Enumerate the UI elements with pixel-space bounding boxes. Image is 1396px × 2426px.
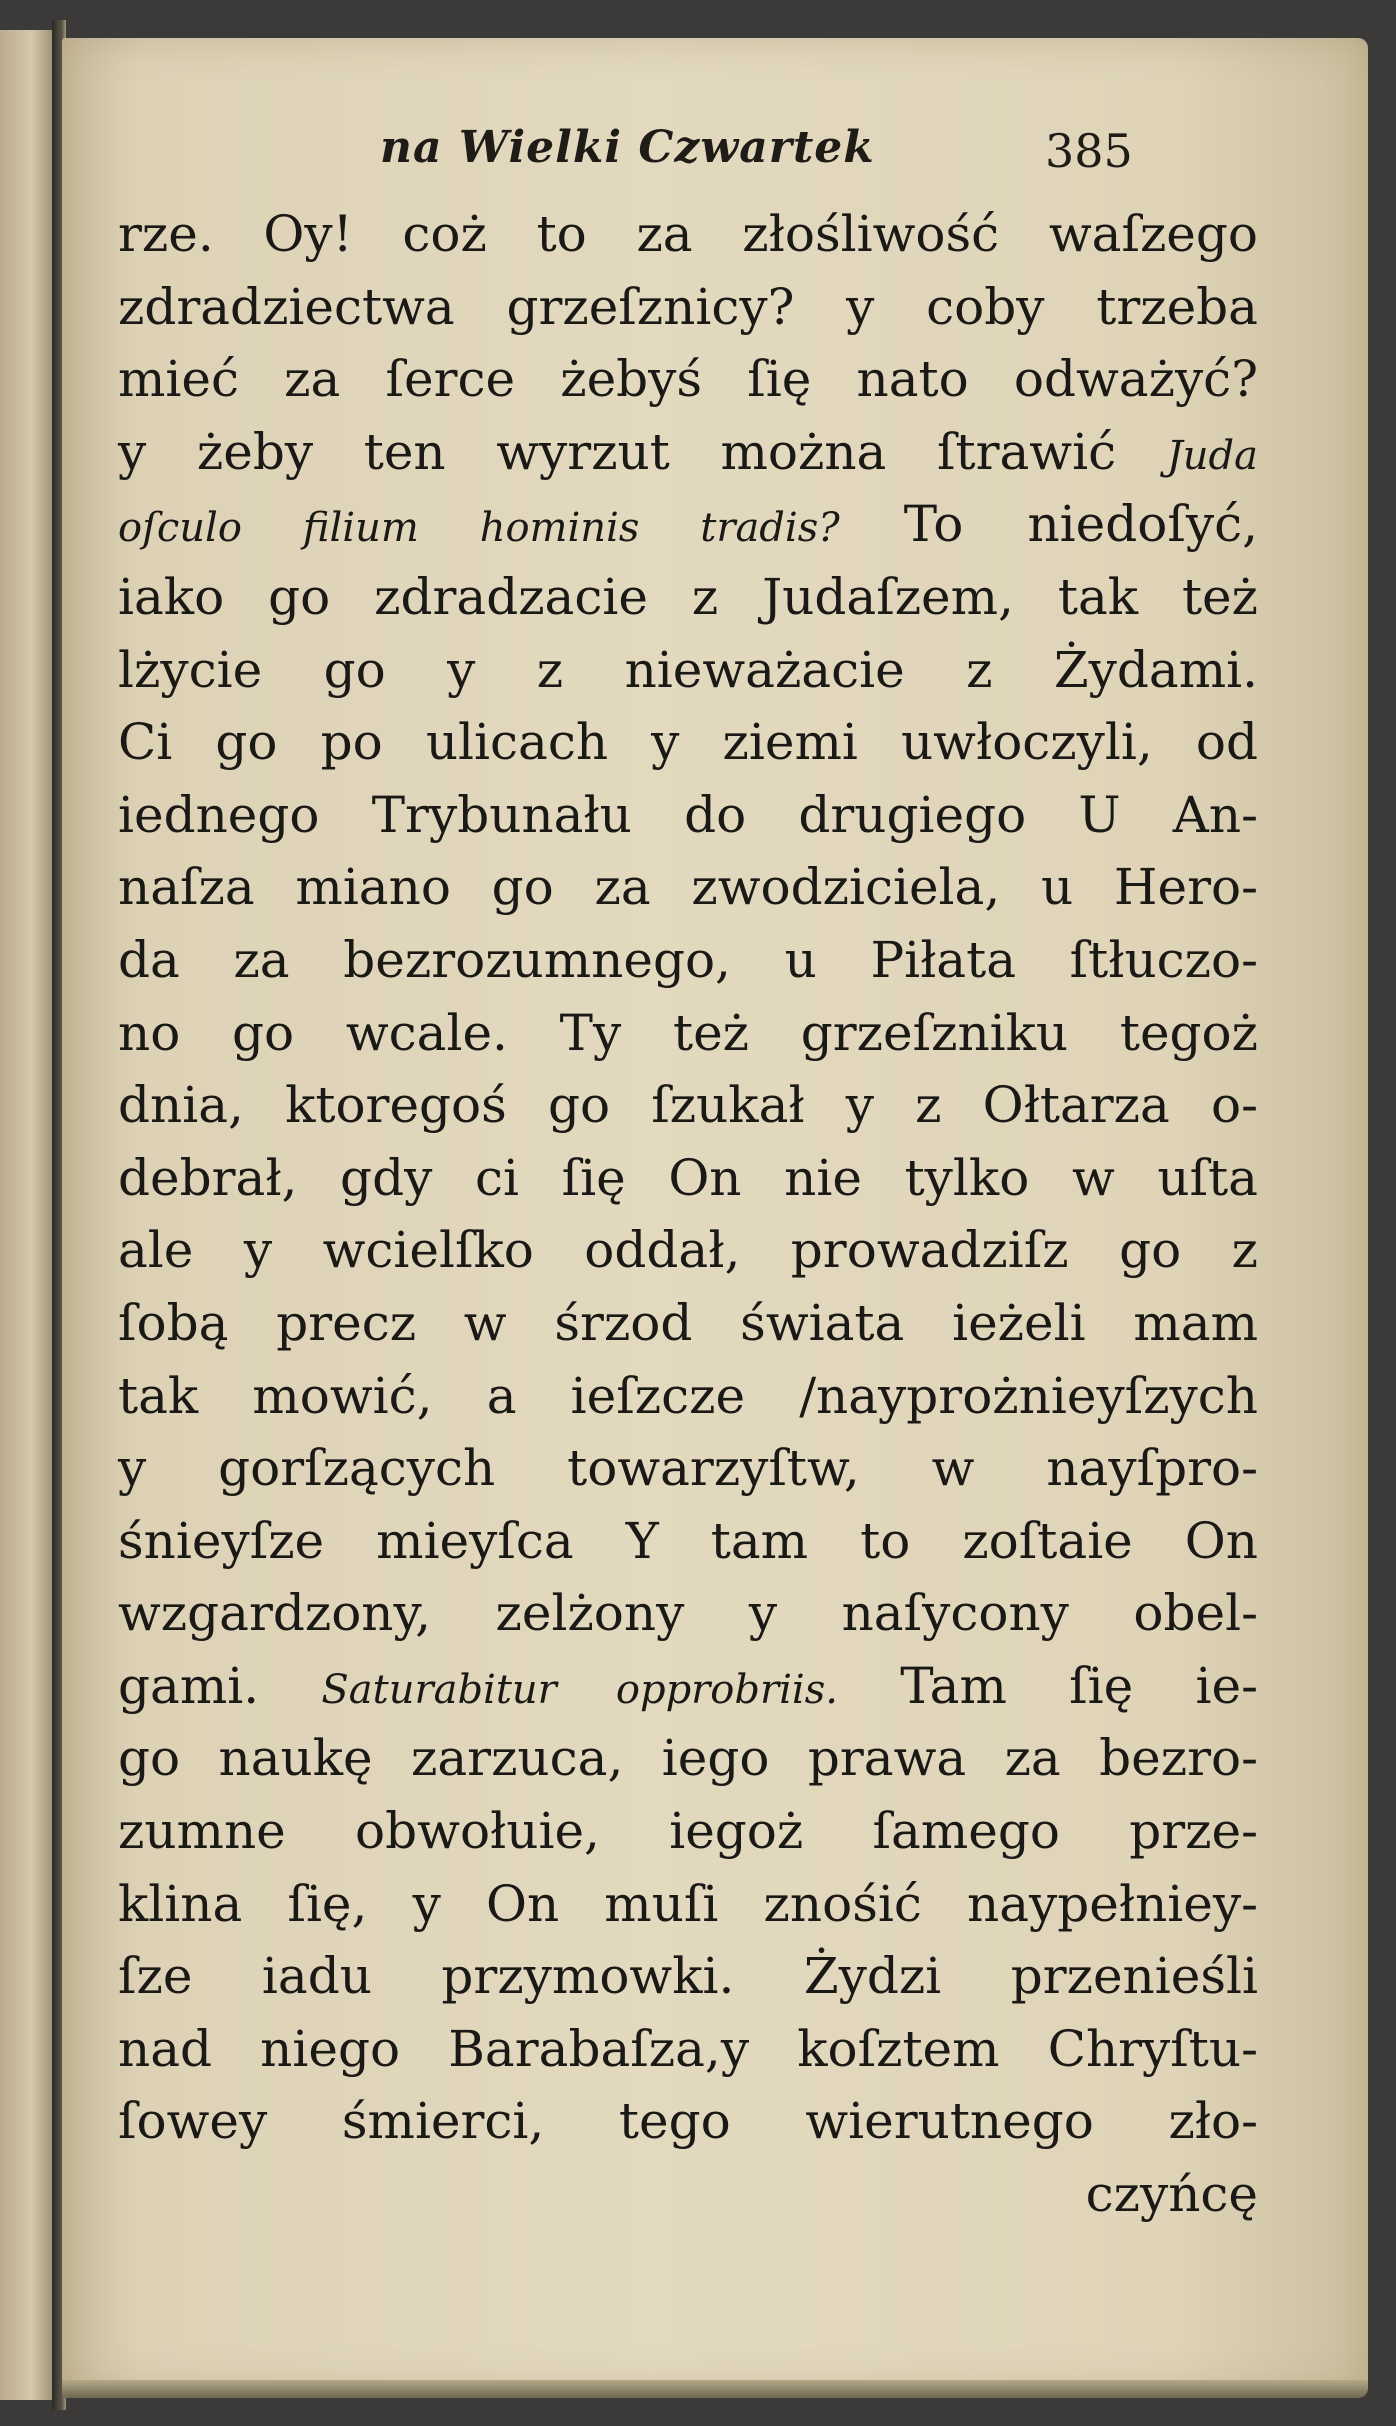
text-line: klina ſię, y On muſi znośić naypełniey- xyxy=(118,1874,1258,1933)
latin-quote: oſculo filium hominis tradis? xyxy=(118,505,840,552)
text-line: y gorſzących towarzyſtw, w nayſpro- xyxy=(118,1439,1258,1498)
text-line: dnia, ktoregoś go ſzukał y z Ołtarza o- xyxy=(118,1076,1258,1135)
text-line: oſculo filium hominis tradis? To niedoſyć, xyxy=(118,495,1258,554)
text-line: rze. Oy! coż to za złośliwość waſzego xyxy=(118,205,1258,263)
text-line: lżycie go y z nieważacie z Żydami. xyxy=(118,640,1258,699)
catchword: czyńcę xyxy=(1085,2165,1258,2224)
text-line: go naukę zarzuca, iego prawa za bezro- xyxy=(118,1729,1258,1788)
text-line: gami. Saturabitur opprobriis. Tam ſię ie- xyxy=(118,1656,1258,1715)
text-line: śnieyſze mieyſca Y tam to zoſtaie On xyxy=(118,1511,1258,1570)
text-line: ale y wcielſko oddał, prowadziſz go z xyxy=(118,1221,1258,1280)
text-line: mieć za ſerce żebyś ſię nato odważyć? xyxy=(118,350,1258,409)
text-line: iako go zdradzacie z Judaſzem, tak też xyxy=(118,567,1258,626)
latin-quote: Saturabitur opprobriis. xyxy=(321,1666,838,1713)
text-line: zdradziectwa grzeſznicy? y coby trzeba xyxy=(118,277,1258,336)
page-number: 385 xyxy=(1045,124,1133,178)
text-line: ſobą precz w śrzod świata ieżeli mam xyxy=(118,1293,1258,1352)
text-line: zumne obwołuie, iegoż ſamego prze- xyxy=(118,1802,1258,1861)
facing-page-edge xyxy=(0,30,58,2400)
text-line: ſowey śmierci, tego wierutnego zło- xyxy=(118,2092,1258,2151)
text-line: Ci go po ulicach y ziemi uwłoczyli, od xyxy=(118,713,1258,772)
text-line: y żeby ten wyrzut można ſtrawić Juda xyxy=(118,422,1258,481)
text-line: tak mowić, a ieſzcze /nayprożnieyſzych xyxy=(118,1366,1258,1425)
running-head-title: na Wielki Czwartek xyxy=(380,122,875,173)
running-head xyxy=(380,122,1220,202)
page-bottom-edge xyxy=(62,2380,1368,2398)
text-line: nad niego Barabaſza,y koſztem Chryſtu- xyxy=(118,2019,1258,2078)
text-line: iednego Trybunału do drugiego U An- xyxy=(118,785,1258,844)
text-line: debrał, gdy ci ſię On nie tylko w uſta xyxy=(118,1148,1258,1207)
latin-quote: Juda xyxy=(1166,432,1258,479)
body-text xyxy=(118,198,1258,2231)
text-line: wzgardzony, zelżony y naſycony obel- xyxy=(118,1584,1258,1643)
text-line: da za bezrozumnego, u Piłata ſtłuczo- xyxy=(118,930,1258,989)
text-line: naſza miano go za zwodziciela, u Hero- xyxy=(118,858,1258,917)
text-line: no go wcale. Ty też grzeſzniku tegoż xyxy=(118,1003,1258,1062)
text-line: ſze iadu przymowki. Żydzi przenieśli xyxy=(118,1947,1258,2006)
